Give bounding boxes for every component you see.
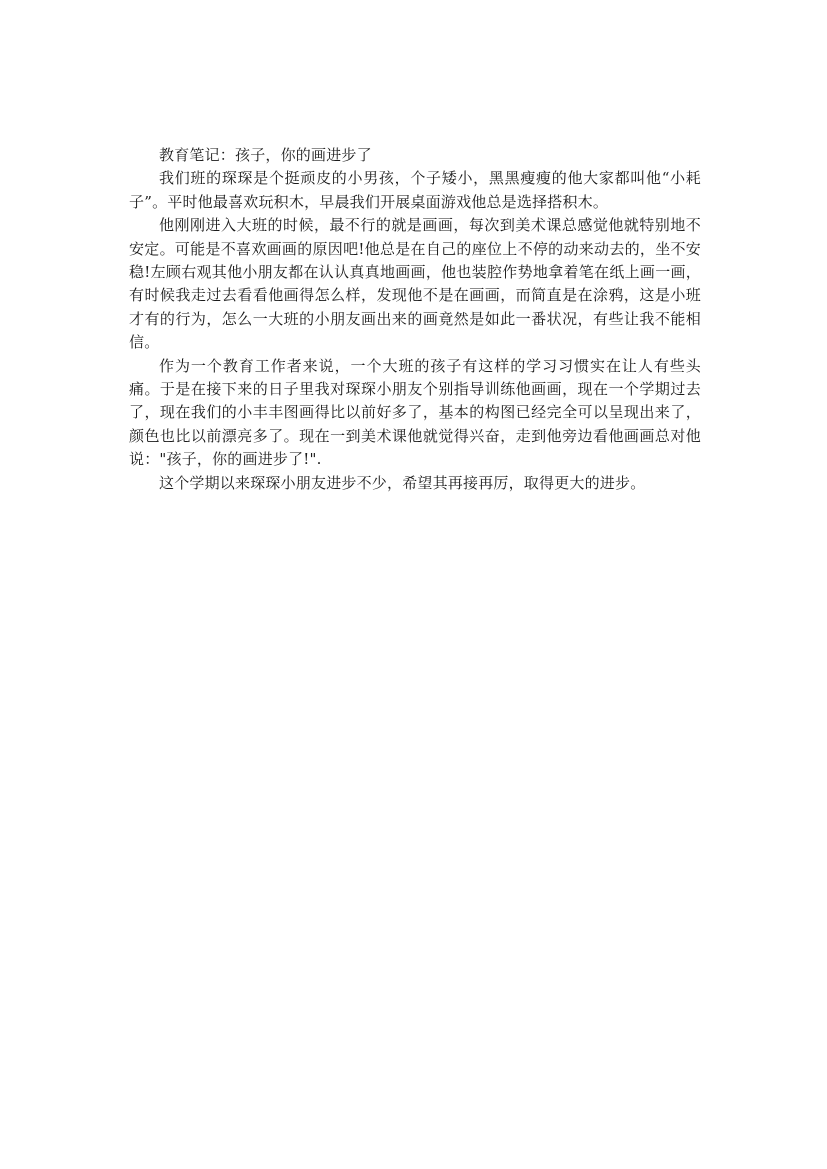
paragraph-1: 我们班的琛琛是个挺顽皮的小男孩，个子矮小，黑黑瘦瘦的他大家都叫他“小耗子”。平时他最喜欢玩积木，早晨我们开展桌面游戏他总是选择搭积木。 (129, 169, 701, 211)
document-title: 教育笔记：孩子，你的画进步了 (159, 146, 372, 164)
document-body (129, 144, 701, 495)
paragraph-3: 作为一个教育工作者来说，一个大班的孩子有这样的学习习惯实在让人有些头痛。于是在接下来的日子里我对琛琛小朋友个别指导训练他画画，现在一个学期过去了，现在我们的小丰丰图画得比以前好多了，基本的构图已经完全可以呈现出来了，颜色也比以前漂亮多了。现在一到美术课他就觉得兴奋，走到他旁边看他画画总对他说："孩子，你的画进步了!". (129, 356, 701, 469)
paragraph-4: 这个学期以来琛琛小朋友进步不少，希望其再接再厉，取得更大的进步。 (159, 473, 646, 492)
paragraph-2: 他刚刚进入大班的时候，最不行的就是画画，每次到美术课总感觉他就特别地不安定。可能是不喜欢画画的原因吧!他总是在自己的座位上不停的动来动去的，坐不安稳!左顾右观其他小朋友都在认认真真地画画，他也装腔作势地拿着笔在纸上画一画，有时候我走过去看看他画得怎么样，发现他不是在画画，而简直是在涂鸦，这是小班才有的行为，怎么一大班的小朋友画出来的画竟然是如此一番状况，有些让我不能相信。 (129, 216, 701, 352)
